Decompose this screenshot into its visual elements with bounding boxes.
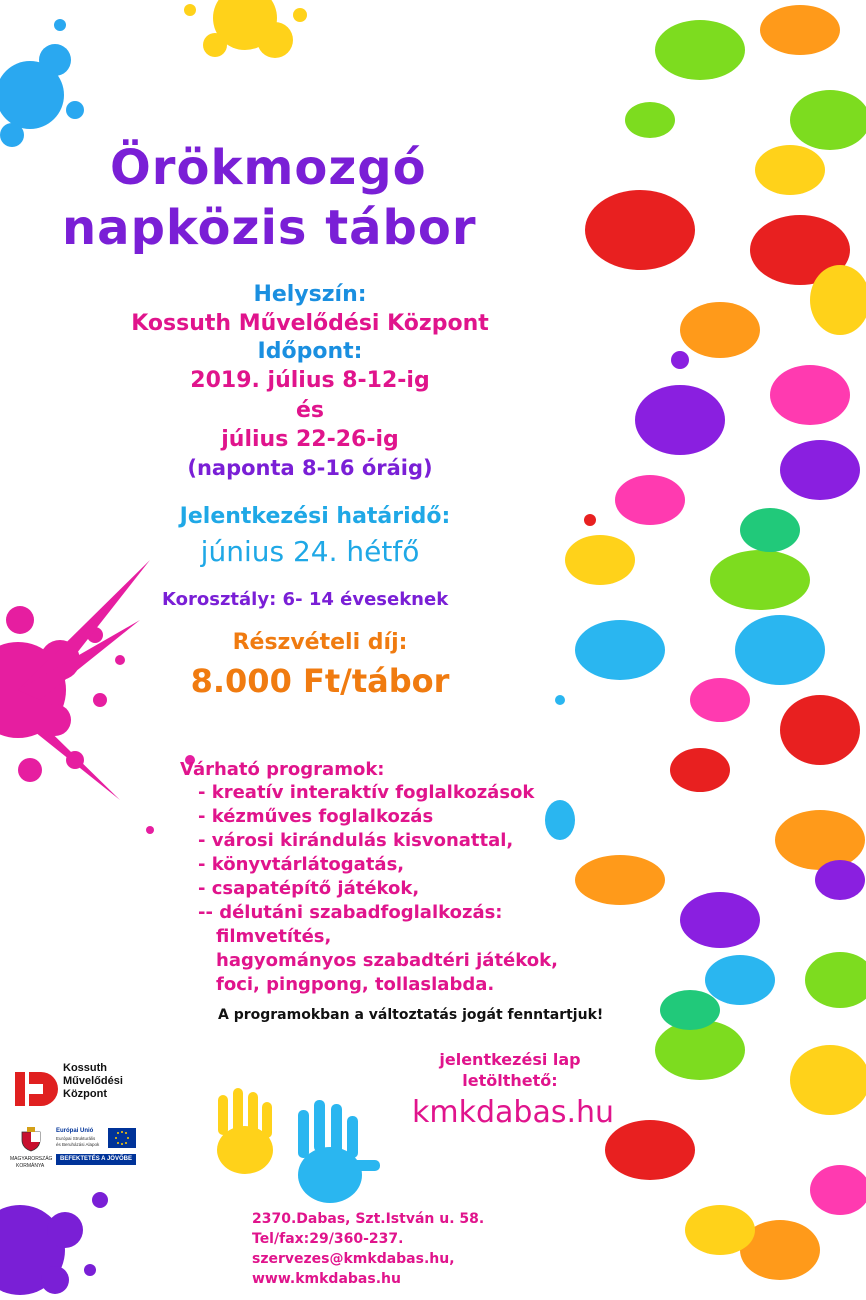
blue-handprint-bottom xyxy=(298,1100,380,1203)
registration-line-1: jelentkezési lap xyxy=(439,1050,581,1069)
location-label: Helyszín: xyxy=(253,282,367,307)
age-group: Korosztály: 6- 14 éveseknek xyxy=(162,589,449,610)
program-item: - csapatépítő játékok, xyxy=(198,878,420,899)
fee-label: Részvételi díj: xyxy=(232,630,408,655)
kmk-logo xyxy=(15,1062,145,1108)
fee-value: 8.000 Ft/tábor xyxy=(190,662,450,700)
purple-splash-bottom xyxy=(0,1192,108,1295)
program-item: hagyományos szabadtéri játékok, xyxy=(216,950,558,971)
magenta-splash-left xyxy=(0,560,150,800)
program-item: foci, pingpong, tollaslabda. xyxy=(216,974,495,995)
kmk-logo-line-3: Központ xyxy=(63,1088,107,1100)
date-second: július 22-26-ig xyxy=(221,427,399,452)
program-item: - kézműves foglalkozás xyxy=(198,806,434,827)
eu-line-1: Európai Unió xyxy=(56,1128,94,1134)
hungarian-coat-of-arms-icon xyxy=(20,1126,42,1152)
deadline-value: június 24. hétfő xyxy=(200,535,420,568)
eu-logo xyxy=(56,1128,136,1172)
programs-heading: Várható programok: xyxy=(180,759,385,780)
eu-banner: BEFEKTETÉS A JÖVŐBE xyxy=(56,1154,136,1165)
contact-email-link[interactable]: szervezes@kmkdabas.hu, xyxy=(252,1251,455,1267)
kmk-logo-icon xyxy=(15,1066,61,1112)
program-item: - könyvtárlátogatás, xyxy=(198,854,405,875)
daily-hours: (naponta 8-16 óráig) xyxy=(187,456,433,480)
yellow-splash-top xyxy=(184,0,307,58)
programs-note: A programokban a változtatás jogát fenntartjuk! xyxy=(218,1007,604,1023)
eu-flag-icon xyxy=(108,1128,136,1148)
location-value: Kossuth Művelődési Központ xyxy=(131,311,489,336)
kmk-logo-line-2: Művelődési xyxy=(63,1075,123,1087)
program-item: -- délutáni szabadfoglalkozás: xyxy=(198,902,503,923)
kmk-logo-line-1: Kossuth xyxy=(63,1062,107,1074)
contact-address: 2370.Dabas, Szt.István u. 58. xyxy=(252,1211,485,1227)
eu-line-2: Európai Strukturális xyxy=(56,1136,96,1141)
contact-web-link[interactable]: www.kmkdabas.hu xyxy=(252,1271,401,1287)
title-line-1: Örökmozgó xyxy=(110,140,427,196)
date-and: és xyxy=(295,398,324,423)
time-label: Időpont: xyxy=(257,339,363,364)
registration-line-2: letölthető: xyxy=(462,1071,558,1090)
eu-line-3: és Beruházási Alapok xyxy=(56,1142,100,1147)
program-item: - kreatív interaktív foglalkozások xyxy=(198,782,535,803)
contact-phone: Tel/fax:29/360-237. xyxy=(252,1231,404,1247)
program-item: filmvetítés, xyxy=(216,926,332,947)
deadline-label: Jelentkezési határidő: xyxy=(179,504,451,529)
title-line-2: napközis tábor xyxy=(62,200,477,256)
funding-logos xyxy=(10,1126,140,1174)
gov-label-1: MAGYARORSZÁG xyxy=(10,1156,53,1162)
blue-splash-top xyxy=(0,19,84,147)
yellow-handprint-bottom xyxy=(217,1088,273,1174)
gov-label-2: KORMÁNYA xyxy=(16,1163,45,1169)
registration-website-link[interactable]: kmkdabas.hu xyxy=(412,1095,615,1130)
date-first: 2019. július 8-12-ig xyxy=(190,368,430,393)
program-item: - városi kirándulás kisvonattal, xyxy=(198,830,514,851)
